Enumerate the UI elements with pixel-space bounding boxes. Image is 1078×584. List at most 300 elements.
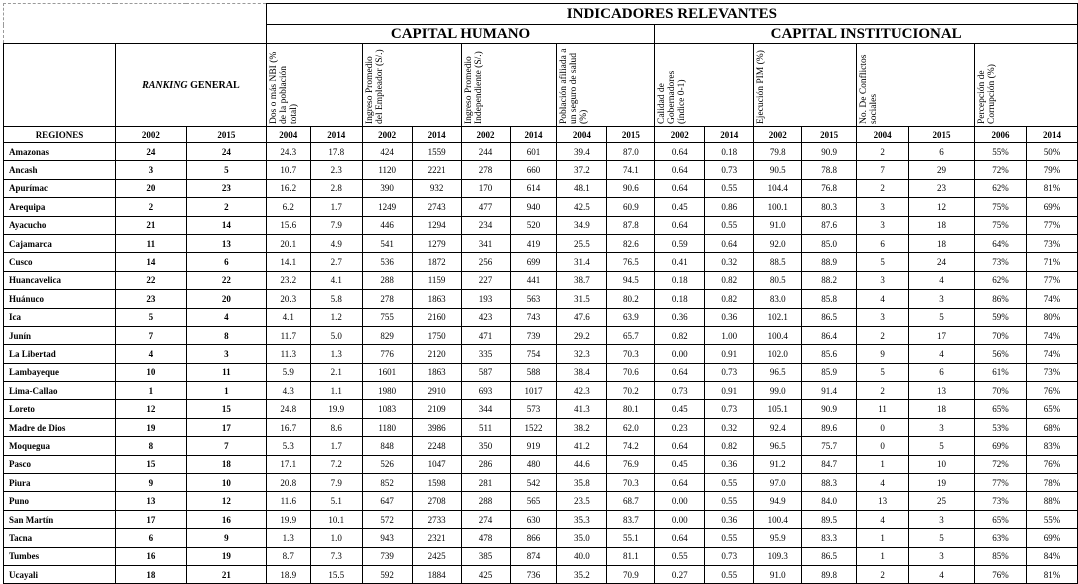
- rank-2002: 22: [115, 271, 186, 289]
- region-name: Cusco: [4, 253, 116, 271]
- indicator-value: 0.55: [655, 547, 705, 565]
- indicator-value: 3: [857, 198, 909, 216]
- rank-2002: 4: [115, 345, 186, 363]
- indicator-value: 91.2: [754, 455, 802, 473]
- indicator-year: 2014: [1026, 127, 1077, 143]
- indicator-value: 572: [362, 510, 412, 528]
- indicator-value: 0.18: [655, 271, 705, 289]
- indicator-value: 50%: [1026, 143, 1077, 161]
- indicator-value: 4: [909, 565, 975, 583]
- indicator-value: 16.7: [266, 418, 310, 436]
- indicator-value: 76%: [1026, 382, 1077, 400]
- indicator-value: 3: [909, 547, 975, 565]
- indicator-value: 14.1: [266, 253, 310, 271]
- indicator-value: 70.3: [607, 345, 655, 363]
- indicator-value: 70%: [974, 382, 1026, 400]
- indicator-value: 105.1: [754, 400, 802, 418]
- indicator-value: 1559: [412, 143, 461, 161]
- rank-2002: 20: [115, 179, 186, 197]
- indicator-value: 62%: [974, 271, 1026, 289]
- indicator-value: 0.36: [705, 510, 754, 528]
- indicator-value: 88.9: [802, 253, 857, 271]
- indicator-value: 2120: [412, 345, 461, 363]
- rank-2015: 15: [186, 400, 266, 418]
- indicator-value: 0.86: [705, 198, 754, 216]
- region-name: Arequipa: [4, 198, 116, 216]
- indicator-value: 80.1: [607, 400, 655, 418]
- indicator-value: 87.0: [607, 143, 655, 161]
- indicator-value: 244: [461, 143, 510, 161]
- indicator-value: 0.18: [705, 143, 754, 161]
- indicator-value: 2: [857, 565, 909, 583]
- indicator-value: 511: [461, 418, 510, 436]
- indicator-label-line: (índice 0-1): [677, 79, 688, 124]
- indicator-value: 18: [909, 216, 975, 234]
- region-name: Tumbes: [4, 547, 116, 565]
- indicator-value: 38.4: [557, 363, 607, 381]
- indicator-value: 344: [461, 400, 510, 418]
- indicator-value: 73%: [974, 253, 1026, 271]
- indicator-value: 0.82: [705, 271, 754, 289]
- indicator-value: 10: [909, 455, 975, 473]
- indicator-value: 647: [362, 492, 412, 510]
- indicator-value: 1.3: [310, 345, 362, 363]
- region-name: Moquegua: [4, 437, 116, 455]
- indicator-value: 100.4: [754, 510, 802, 528]
- rank-2002: 15: [115, 455, 186, 473]
- rank-2015: 16: [186, 510, 266, 528]
- table-row: [4, 345, 1078, 363]
- indicator-value: 4: [857, 510, 909, 528]
- indicator-value: 75.7: [802, 437, 857, 455]
- indicator-value: 1159: [412, 271, 461, 289]
- indicator-value: 1.0: [310, 529, 362, 547]
- indicator-value: 25: [909, 492, 975, 510]
- indicator-value: 85.0: [802, 234, 857, 252]
- indicator-value: 227: [461, 271, 510, 289]
- region-name: Piura: [4, 474, 116, 492]
- indicator-value: 35.2: [557, 565, 607, 583]
- rank-2015: 6: [186, 253, 266, 271]
- ranking-year-2002: 2002: [115, 127, 186, 143]
- indicator-value: 42.3: [557, 382, 607, 400]
- rank-2015: 19: [186, 547, 266, 565]
- indicator-value: 74%: [1026, 290, 1077, 308]
- indicator-value: 1884: [412, 565, 461, 583]
- indicator-value: 80.5: [754, 271, 802, 289]
- indicator-value: 565: [510, 492, 557, 510]
- indicator-value: 2: [857, 143, 909, 161]
- indicator-value: 2: [857, 382, 909, 400]
- indicator-value: 478: [461, 529, 510, 547]
- ranking-label-italic: RANKING: [142, 79, 188, 91]
- indicator-value: 0.32: [705, 253, 754, 271]
- rank-2002: 8: [115, 437, 186, 455]
- indicator-value: 29.2: [557, 326, 607, 344]
- indicator-value: 89.8: [802, 565, 857, 583]
- table-row: [4, 326, 1078, 344]
- indicator-value: 1.00: [705, 326, 754, 344]
- regions-header: REGIONES: [4, 127, 116, 143]
- indicator-label-line: total): [288, 103, 299, 124]
- indicator-value: 424: [362, 143, 412, 161]
- indicator-value: 35.0: [557, 529, 607, 547]
- region-name: Huánuco: [4, 290, 116, 308]
- indicator-header-4: [655, 44, 754, 127]
- indicator-value: 7.9: [310, 474, 362, 492]
- indicator-value: 0.82: [705, 437, 754, 455]
- blank-corner-cell: [4, 4, 267, 44]
- indicator-value: 23.2: [266, 271, 310, 289]
- indicator-value: 1017: [510, 382, 557, 400]
- indicator-value: 0.45: [655, 455, 705, 473]
- indicator-value: 693: [461, 382, 510, 400]
- indicator-value: 91.0: [754, 216, 802, 234]
- indicator-value: 278: [362, 290, 412, 308]
- indicator-value: 81%: [1026, 565, 1077, 583]
- rank-2002: 17: [115, 510, 186, 528]
- indicator-value: 69%: [1026, 198, 1077, 216]
- indicator-value: 4.3: [266, 382, 310, 400]
- region-name: Madre de Dios: [4, 418, 116, 436]
- indicator-value: 288: [461, 492, 510, 510]
- region-name: San Martín: [4, 510, 116, 528]
- indicator-value: 85.8: [802, 290, 857, 308]
- indicator-value: 2: [857, 179, 909, 197]
- region-name: Cajamarca: [4, 234, 116, 252]
- indicator-value: 102.0: [754, 345, 802, 363]
- rank-2015: 24: [186, 143, 266, 161]
- indicator-value: 288: [362, 271, 412, 289]
- rank-2015: 13: [186, 234, 266, 252]
- indicator-value: 60.9: [607, 198, 655, 216]
- indicator-header-1: [362, 44, 461, 127]
- indicator-value: 1294: [412, 216, 461, 234]
- indicator-value: 86%: [974, 290, 1026, 308]
- indicator-value: 37.2: [557, 161, 607, 179]
- indicator-value: 7: [857, 161, 909, 179]
- indicator-value: 76.9: [607, 455, 655, 473]
- indicator-value: 95.9: [754, 529, 802, 547]
- region-name: Junín: [4, 326, 116, 344]
- indicator-value: 1: [857, 455, 909, 473]
- rank-2015: 8: [186, 326, 266, 344]
- indicator-value: 17.8: [310, 143, 362, 161]
- indicator-value: 19: [909, 474, 975, 492]
- indicator-year: 2015: [802, 127, 857, 143]
- indicator-value: 90.9: [802, 400, 857, 418]
- indicator-value: 68%: [1026, 418, 1077, 436]
- indicator-value: 0.82: [705, 290, 754, 308]
- indicators-table: [3, 3, 1078, 584]
- indicator-value: 0.55: [705, 474, 754, 492]
- indicator-label-line: Ingreso Promedio: [463, 56, 474, 124]
- indicator-value: 0.23: [655, 418, 705, 436]
- indicator-value: 441: [510, 271, 557, 289]
- rank-2015: 18: [186, 455, 266, 473]
- indicator-value: 83%: [1026, 437, 1077, 455]
- indicator-value: 5.1: [310, 492, 362, 510]
- indicator-value: 1863: [412, 363, 461, 381]
- indicator-value: 919: [510, 437, 557, 455]
- indicator-value: 34.9: [557, 216, 607, 234]
- indicator-label: [859, 44, 879, 125]
- region-name: Ayacucho: [4, 216, 116, 234]
- indicators-table-container: [3, 3, 1078, 584]
- indicator-value: 18: [909, 234, 975, 252]
- indicator-label-line: Ingreso Promedio: [364, 56, 375, 124]
- indicator-value: 385: [461, 547, 510, 565]
- table-row: [4, 143, 1078, 161]
- indicator-value: 41.2: [557, 437, 607, 455]
- indicator-value: 1980: [362, 382, 412, 400]
- indicator-value: 31.4: [557, 253, 607, 271]
- indicator-value: 11.3: [266, 345, 310, 363]
- indicator-value: 83.0: [754, 290, 802, 308]
- table-row: [4, 565, 1078, 583]
- indicator-value: 88.3: [802, 474, 857, 492]
- indicator-value: 75%: [974, 216, 1026, 234]
- indicator-value: 874: [510, 547, 557, 565]
- rank-2015: 7: [186, 437, 266, 455]
- table-row: [4, 400, 1078, 418]
- table-row: [4, 492, 1078, 510]
- indicator-value: 84.0: [802, 492, 857, 510]
- regions-header-blank: [4, 44, 116, 127]
- indicator-value: 5.8: [310, 290, 362, 308]
- table-row: [4, 271, 1078, 289]
- indicator-value: 55%: [974, 143, 1026, 161]
- indicator-value: 4.1: [266, 308, 310, 326]
- indicator-value: 563: [510, 290, 557, 308]
- indicator-value: 82.6: [607, 234, 655, 252]
- indicator-value: 86.5: [802, 308, 857, 326]
- indicator-value: 11.6: [266, 492, 310, 510]
- indicator-value: 77%: [1026, 271, 1077, 289]
- table-title: INDICADORES RELEVANTES: [266, 4, 1077, 25]
- indicator-value: 11: [857, 400, 909, 418]
- indicator-value: 65%: [974, 510, 1026, 528]
- indicator-header-2: [461, 44, 557, 127]
- indicator-value: 573: [510, 400, 557, 418]
- table-row: [4, 510, 1078, 528]
- indicator-value: 70.9: [607, 565, 655, 583]
- indicator-value: 4.1: [310, 271, 362, 289]
- indicator-label-line: Independiente (S/.): [473, 51, 484, 124]
- indicator-value: 630: [510, 510, 557, 528]
- indicator-value: 85.9: [802, 363, 857, 381]
- indicator-value: 5: [857, 363, 909, 381]
- indicator-value: 71%: [1026, 253, 1077, 271]
- indicator-value: 743: [510, 308, 557, 326]
- indicator-value: 0.00: [655, 345, 705, 363]
- ranking-general-header: [115, 44, 266, 127]
- indicator-value: 70.2: [607, 382, 655, 400]
- indicator-label-line: Población afiliada a: [559, 48, 570, 124]
- indicator-label-line: Dos o más NBI (%: [268, 51, 279, 124]
- indicator-value: 65%: [974, 400, 1026, 418]
- indicator-value: 88%: [1026, 492, 1077, 510]
- indicator-value: 16.2: [266, 179, 310, 197]
- indicator-value: 256: [461, 253, 510, 271]
- indicator-value: 739: [362, 547, 412, 565]
- indicator-value: 92.0: [754, 234, 802, 252]
- indicator-value: 84.7: [802, 455, 857, 473]
- indicator-value: 76%: [974, 565, 1026, 583]
- rank-2015: 1: [186, 382, 266, 400]
- indicator-label: [756, 44, 766, 125]
- rank-2015: 4: [186, 308, 266, 326]
- rank-2015: 17: [186, 418, 266, 436]
- indicator-header-5: [754, 44, 857, 127]
- indicator-year: 2014: [310, 127, 362, 143]
- indicator-value: 0.64: [655, 216, 705, 234]
- indicator-value: 44.6: [557, 455, 607, 473]
- indicator-value: 42.5: [557, 198, 607, 216]
- table-row: [4, 308, 1078, 326]
- indicator-value: 5.0: [310, 326, 362, 344]
- indicator-value: 90.6: [607, 179, 655, 197]
- indicator-value: 38.7: [557, 271, 607, 289]
- indicator-value: 10.7: [266, 161, 310, 179]
- indicator-value: 170: [461, 179, 510, 197]
- rank-2002: 9: [115, 474, 186, 492]
- indicator-value: 4: [857, 290, 909, 308]
- indicator-value: 90.5: [754, 161, 802, 179]
- indicator-label-line: sociales: [869, 93, 880, 124]
- group-capital-humano: CAPITAL HUMANO: [266, 25, 655, 44]
- indicator-value: 10.1: [310, 510, 362, 528]
- indicator-value: 350: [461, 437, 510, 455]
- indicator-value: 2743: [412, 198, 461, 216]
- table-row: [4, 234, 1078, 252]
- indicator-value: 55.1: [607, 529, 655, 547]
- indicator-value: 11.7: [266, 326, 310, 344]
- indicator-value: 5: [857, 253, 909, 271]
- rank-2002: 10: [115, 363, 186, 381]
- indicator-value: 29: [909, 161, 975, 179]
- indicator-value: 74.2: [607, 437, 655, 455]
- indicator-value: 73%: [1026, 363, 1077, 381]
- indicator-value: 0.18: [655, 290, 705, 308]
- indicator-value: 91.0: [754, 565, 802, 583]
- rank-2002: 13: [115, 492, 186, 510]
- indicator-value: 63.9: [607, 308, 655, 326]
- indicator-value: 56%: [974, 345, 1026, 363]
- indicator-value: 102.1: [754, 308, 802, 326]
- indicator-value: 335: [461, 345, 510, 363]
- indicator-value: 0.64: [655, 529, 705, 547]
- indicator-value: 41.3: [557, 400, 607, 418]
- indicator-value: 1.1: [310, 382, 362, 400]
- indicator-value: 80%: [1026, 308, 1077, 326]
- indicator-value: 1120: [362, 161, 412, 179]
- region-name: Ancash: [4, 161, 116, 179]
- indicator-value: 0.64: [655, 143, 705, 161]
- indicator-value: 943: [362, 529, 412, 547]
- rank-2015: 14: [186, 216, 266, 234]
- indicator-value: 81.1: [607, 547, 655, 565]
- indicator-value: 24: [909, 253, 975, 271]
- indicator-value: 480: [510, 455, 557, 473]
- indicator-value: 3986: [412, 418, 461, 436]
- indicator-value: 97.0: [754, 474, 802, 492]
- indicator-value: 77%: [974, 474, 1026, 492]
- indicator-value: 2910: [412, 382, 461, 400]
- indicator-value: 0.55: [705, 529, 754, 547]
- indicator-value: 1598: [412, 474, 461, 492]
- rank-2015: 23: [186, 179, 266, 197]
- indicator-value: 0.73: [655, 382, 705, 400]
- indicator-value: 601: [510, 143, 557, 161]
- indicator-value: 18.9: [266, 565, 310, 583]
- indicator-value: 0.55: [705, 216, 754, 234]
- region-name: Ucayali: [4, 565, 116, 583]
- indicator-label: [464, 44, 484, 125]
- indicator-value: 7.2: [310, 455, 362, 473]
- indicator-value: 3: [909, 418, 975, 436]
- indicator-value: 0.55: [705, 179, 754, 197]
- indicator-value: 91.4: [802, 382, 857, 400]
- indicator-value: 0.27: [655, 565, 705, 583]
- indicator-value: 63%: [974, 529, 1026, 547]
- indicator-year: 2014: [705, 127, 754, 143]
- indicator-value: 0.00: [655, 492, 705, 510]
- indicator-value: 35.8: [557, 474, 607, 492]
- indicator-value: 19.9: [266, 510, 310, 528]
- indicator-value: 9: [857, 345, 909, 363]
- indicator-value: 88.2: [802, 271, 857, 289]
- indicator-value: 829: [362, 326, 412, 344]
- indicator-value: 754: [510, 345, 557, 363]
- indicator-label-line: de la población: [278, 65, 289, 124]
- indicator-value: 1750: [412, 326, 461, 344]
- indicator-value: 477: [461, 198, 510, 216]
- group-capital-institucional: CAPITAL INSTITUCIONAL: [655, 25, 1078, 44]
- indicator-value: 2.3: [310, 161, 362, 179]
- indicator-value: 0.36: [655, 308, 705, 326]
- indicator-value: 699: [510, 253, 557, 271]
- indicator-value: 2321: [412, 529, 461, 547]
- indicator-value: 20.3: [266, 290, 310, 308]
- indicator-value: 72%: [974, 455, 1026, 473]
- indicator-value: 86.4: [802, 326, 857, 344]
- region-name: Loreto: [4, 400, 116, 418]
- indicator-value: 932: [412, 179, 461, 197]
- rank-2015: 12: [186, 492, 266, 510]
- indicator-value: 1601: [362, 363, 412, 381]
- indicator-value: 1: [857, 529, 909, 547]
- indicator-value: 74%: [1026, 326, 1077, 344]
- indicator-value: 1.7: [310, 437, 362, 455]
- region-name: La Libertad: [4, 345, 116, 363]
- indicator-value: 99.0: [754, 382, 802, 400]
- indicator-label-line: No. De Conflictos: [859, 54, 870, 124]
- rank-2002: 21: [115, 216, 186, 234]
- indicator-value: 0.64: [655, 179, 705, 197]
- indicator-value: 3: [857, 271, 909, 289]
- indicator-value: 3: [909, 290, 975, 308]
- indicator-value: 446: [362, 216, 412, 234]
- indicator-value: 73%: [974, 492, 1026, 510]
- indicator-value: 4: [909, 271, 975, 289]
- region-name: Lambayeque: [4, 363, 116, 381]
- table-row: [4, 382, 1078, 400]
- indicator-value: 62.0: [607, 418, 655, 436]
- indicator-value: 15.5: [310, 565, 362, 583]
- rank-2015: 10: [186, 474, 266, 492]
- indicator-value: 13: [909, 382, 975, 400]
